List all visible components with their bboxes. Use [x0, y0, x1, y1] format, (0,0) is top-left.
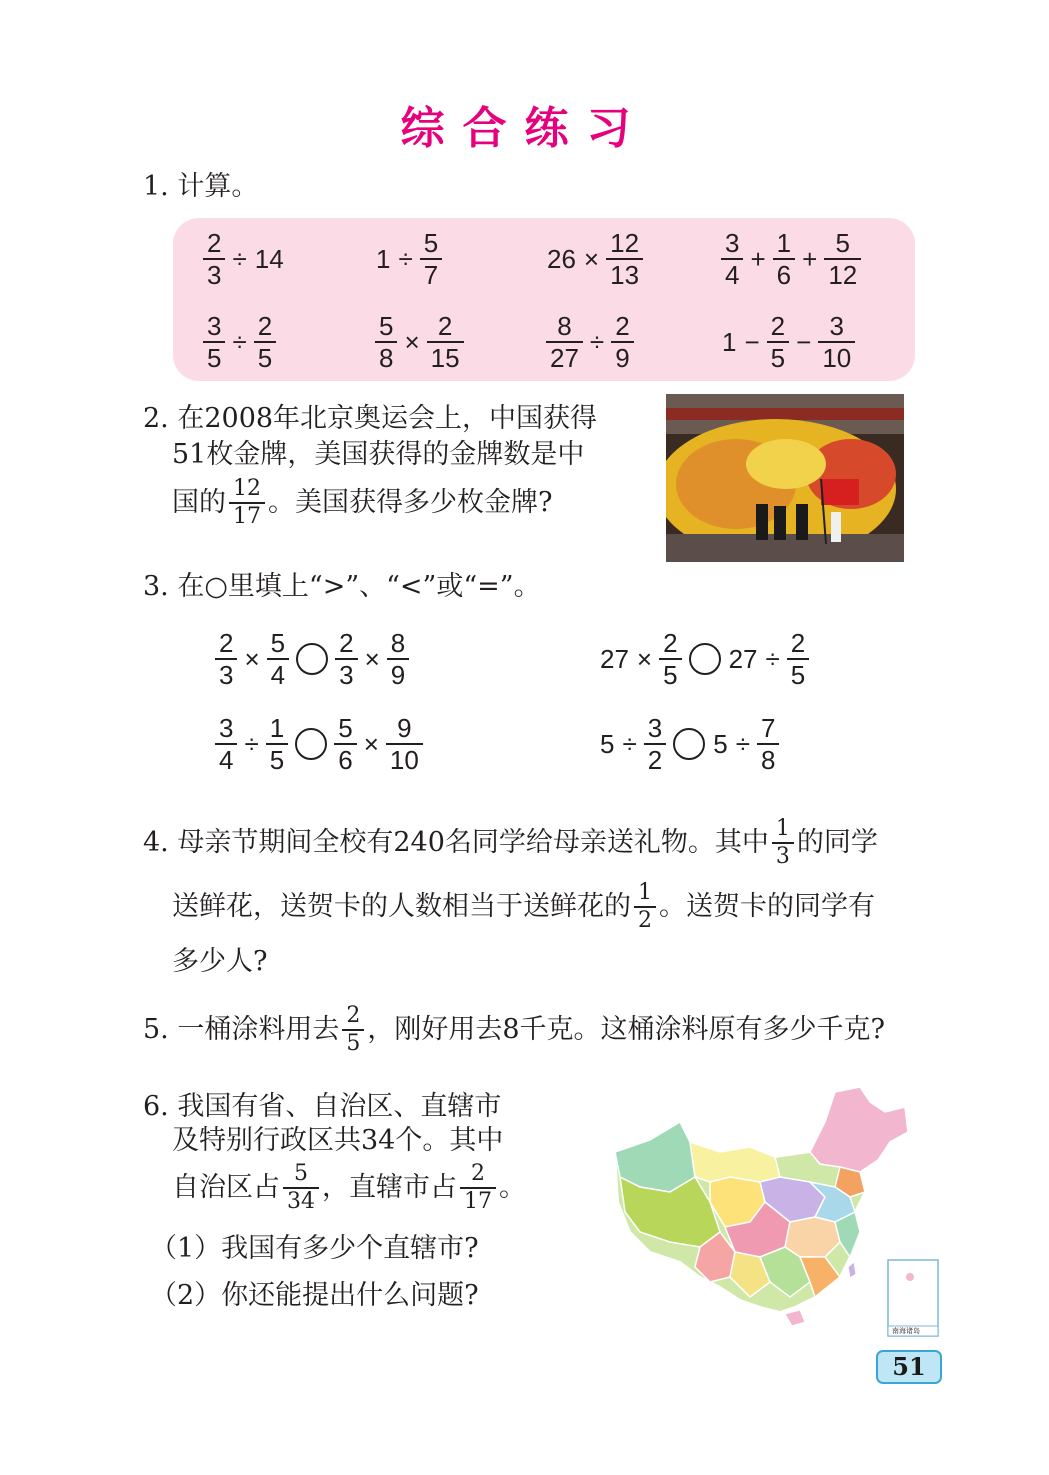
q5-text: 5. 一桶涂料用去 $\frac{2}{5}$ ，刚好用去8千克。这桶涂料原有多少千克? [143, 1003, 885, 1056]
q1-label: 1. 计算。 [143, 171, 259, 202]
q3-item-1: $\frac{2}{3}$ × $\frac{5}{4}$ $\frac{2}{3}$ × $\frac{8}{9}$ [212, 630, 412, 688]
compare-circle[interactable] [295, 728, 327, 760]
q6-line-2: 及特别行政区共34个。其中 [172, 1125, 504, 1156]
q4-line-2: 送鲜花，送贺卡的人数相当于送鲜花的 $\frac{1}{2}$ 。送贺卡的同学有 [172, 880, 875, 933]
map-inset-label: 南海诸岛 [892, 1327, 920, 1335]
page-number: 51 [876, 1350, 942, 1384]
q1-expr-7: $\frac{8}{27}$ ÷ $\frac{2}{9}$ [543, 313, 637, 371]
q1-expr-1: $\frac{2}{3}$ ÷ 14 [200, 230, 288, 288]
q2-line-1: 2. 在2008年北京奥运会上，中国获得 [143, 403, 598, 434]
q4-line-3: 多少人? [172, 946, 268, 977]
q6-sub-2: （2）你还能提出什么问题? [150, 1280, 479, 1311]
page-title: 综合练习 [400, 103, 649, 154]
china-map [610, 1082, 940, 1340]
q3-label: 3. 在○里填上“>”、“<”或“=”。 [143, 571, 541, 602]
q4-line-1: 4. 母亲节期间全校有240名同学给母亲送礼物。其中 $\frac{1}{3}$ 的同学 [143, 816, 878, 869]
q1-expr-2: 1 ÷ $\frac{5}{7}$ [372, 230, 445, 288]
compare-circle[interactable] [296, 643, 328, 675]
q2-line-2: 51枚金牌，美国获得的金牌数是中 [172, 439, 585, 470]
q6-line-3: 自治区占 $\frac{5}{34}$ ，直辖市占 $\frac{2}{17}$ 。 [172, 1161, 526, 1214]
compare-circle[interactable] [673, 728, 705, 760]
q6-line-1: 6. 我国有省、自治区、直辖市 [143, 1091, 502, 1122]
q1-expr-5: $\frac{3}{5}$ ÷ $\frac{2}{5}$ [200, 313, 279, 371]
q1-expr-3: 26 × $\frac{12}{13}$ [543, 230, 646, 288]
q1-expr-8: 1 − $\frac{2}{5}$ − $\frac{3}{10}$ [718, 313, 858, 371]
q3-item-2: 27 × $\frac{2}{5}$ 27 ÷ $\frac{2}{5}$ [596, 630, 812, 688]
q1-expr-6: $\frac{5}{8}$ × $\frac{2}{15}$ [372, 313, 467, 371]
q6-sub-1: （1）我国有多少个直辖市? [150, 1233, 479, 1264]
q1-expr-4: $\frac{3}{4}$ + $\frac{1}{6}$ + $\frac{5}{12}$ [718, 230, 864, 288]
q2-line-3: 国的 $\frac{12}{17}$ 。美国获得多少枚金牌? [172, 476, 553, 529]
compare-circle[interactable] [689, 643, 721, 675]
olympic-ceremony-photo [666, 394, 904, 562]
q3-item-3: $\frac{3}{4}$ ÷ $\frac{1}{5}$ $\frac{5}{6}$ × $\frac{9}{10}$ [212, 715, 426, 773]
q3-item-4: 5 ÷ $\frac{3}{2}$ 5 ÷ $\frac{7}{8}$ [596, 715, 782, 773]
